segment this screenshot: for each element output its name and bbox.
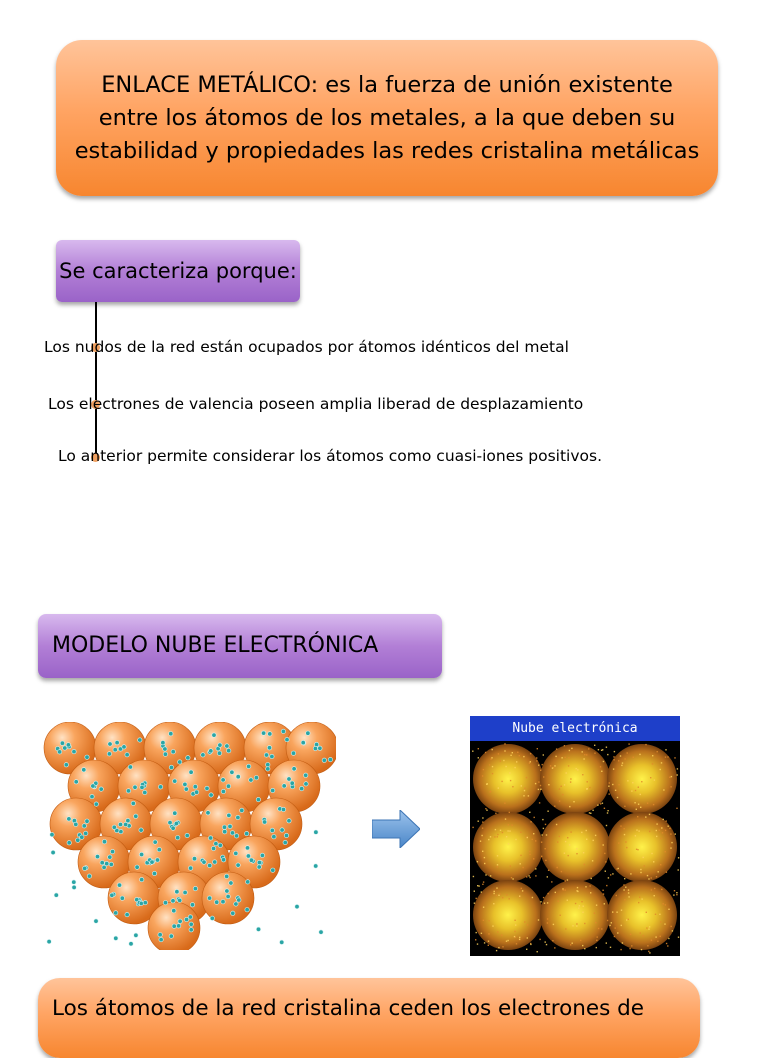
electron-cloud-image: [470, 716, 680, 956]
arrow-right-icon: [372, 810, 420, 848]
electron-cloud-graphic: [470, 741, 680, 956]
point-2: Los electrones de valencia poseen amplia liberad de desplazamiento: [48, 395, 584, 413]
definition-text: ENLACE METÁLICO: es la fuerza de unión existente entre los átomos de los metales, a la que deben su estabilidad y propiedades las redes cristalina metálicas: [74, 71, 700, 164]
cloud-title: Nube electrónica: [470, 716, 680, 741]
footer-text: Los átomos de la red cristalina ceden los electrones de: [52, 996, 644, 1021]
point-3: Lo anterior permite considerar los átomos como cuasi-iones positivos.: [58, 447, 603, 465]
definition-box: [56, 40, 718, 196]
metal-lattice-image: [42, 722, 336, 950]
model-title-box: [38, 614, 442, 678]
characterizes-label: Se caracteriza porque:: [59, 259, 297, 283]
connector-line: [95, 302, 97, 460]
footer-box: [38, 978, 700, 1058]
point-1: Los nudos de la red están ocupados por átomos idénticos del metal: [44, 338, 569, 356]
model-title: MODELO NUBE ELECTRÓNICA: [52, 633, 379, 658]
characterizes-box: [56, 240, 300, 302]
